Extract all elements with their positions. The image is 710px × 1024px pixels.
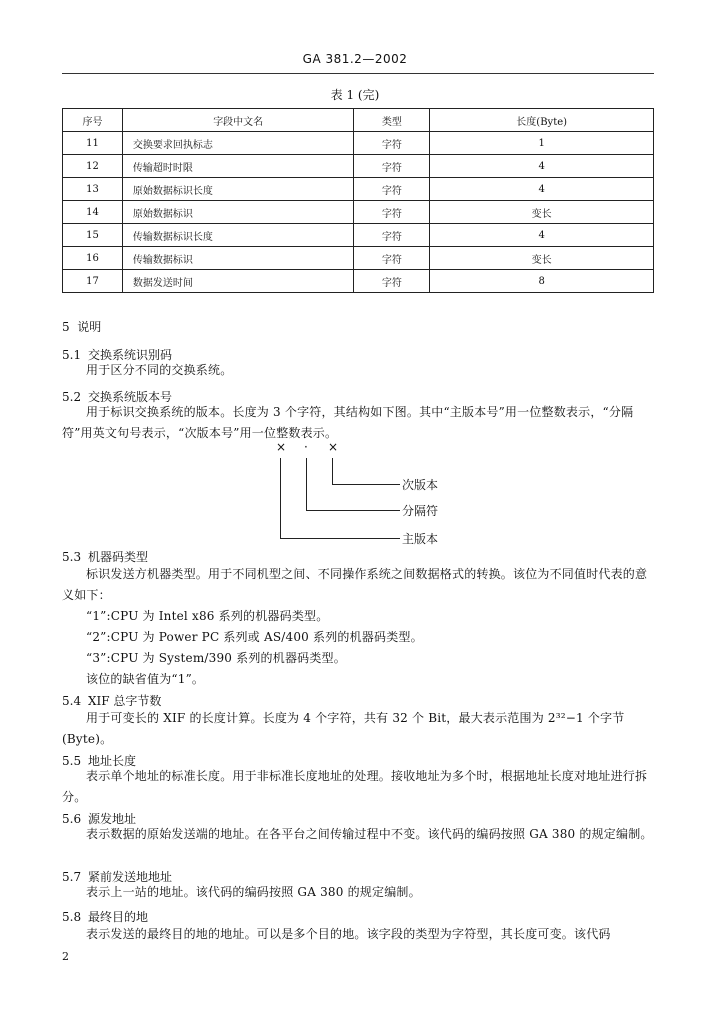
separator-connector-horizontal (306, 510, 400, 511)
cell-index: 16 (63, 247, 123, 270)
cell-name: 传输超时时限 (122, 155, 354, 178)
cell-type: 字符 (354, 178, 430, 201)
cell-length: 4 (430, 155, 654, 178)
cell-index: 13 (63, 178, 123, 201)
major-version-symbol: × (276, 440, 287, 454)
cell-index: 12 (63, 155, 123, 178)
paragraph: 用于区分不同的交换系统。 (86, 363, 233, 377)
minor-connector-horizontal (332, 484, 400, 485)
subsection-title: 交换系统识别码 (88, 348, 173, 362)
paragraph: 用于可变长的 XIF 的长度计算。长度为 4 个字符，共有 32 个 Bit，最大表示范围为 2³²−1 个字节(Byte)。 (62, 711, 625, 746)
separator-label: 分隔符 (402, 504, 439, 518)
cell-type: 字符 (354, 247, 430, 270)
cell-type: 字符 (354, 132, 430, 155)
version-structure-diagram (260, 440, 460, 545)
cell-name: 数据发送时间 (122, 270, 354, 293)
major-connector-vertical (280, 458, 281, 538)
fields-table (62, 108, 654, 293)
table-row (63, 155, 654, 178)
cell-length: 1 (430, 132, 654, 155)
subsection-number: 5.8 (62, 910, 82, 924)
table-row (63, 201, 654, 224)
column-header: 字段中文名 (122, 109, 354, 132)
major-connector-horizontal (280, 538, 400, 539)
subsection-title: 源发地址 (88, 812, 137, 826)
table-row (63, 132, 654, 155)
cell-length: 变长 (430, 247, 654, 270)
separator-connector-vertical (306, 458, 307, 510)
paragraph: 表示数据的原始发送端的地址。在各平台之间传输过程中不变。该代码的编码按照 GA 380 的规定编制。 (86, 827, 653, 841)
cell-type: 字符 (354, 224, 430, 247)
subsection-heading (62, 692, 161, 709)
cell-length: 4 (430, 224, 654, 247)
paragraph: 表示单个地址的标准长度。用于非标准长度地址的处理。接收地址为多个时，根据地址长度对地址进行拆分。 (62, 769, 648, 804)
subsection-number: 5.4 (62, 694, 82, 708)
subsection-title: 交换系统版本号 (88, 390, 173, 404)
subsection-number: 5.6 (62, 812, 82, 826)
subsection-number: 5.3 (62, 550, 82, 564)
cell-name: 传输数据标识 (122, 247, 354, 270)
cell-length: 4 (430, 178, 654, 201)
header-rule (62, 73, 654, 74)
cell-index: 11 (63, 132, 123, 155)
minor-version-label: 次版本 (402, 478, 439, 492)
cell-index: 17 (63, 270, 123, 293)
cell-name: 传输数据标识长度 (122, 224, 354, 247)
paragraph: 表示发送的最终目的地的地址。可以是多个目的地。该字段的类型为字符型，其长度可变。该代码 (86, 927, 611, 941)
subsection-number: 5.1 (62, 348, 82, 362)
table-header-row (63, 109, 654, 132)
page-number: 2 (62, 950, 69, 963)
table-caption: 表 1 (完) (330, 88, 380, 102)
paragraph: 表示上一站的地址。该代码的编码按照 GA 380 的规定编制。 (86, 885, 421, 899)
cell-length: 8 (430, 270, 654, 293)
subsection-title: 机器码类型 (88, 550, 149, 564)
column-header: 类型 (354, 109, 430, 132)
major-version-label: 主版本 (402, 532, 439, 546)
minor-connector-vertical (332, 458, 333, 484)
cell-type: 字符 (354, 270, 430, 293)
subsection-title: 地址长度 (88, 754, 137, 768)
default-line: 该位的缺省值为“1”。 (86, 672, 205, 686)
section-heading (62, 318, 101, 335)
subsection-number: 5.7 (62, 870, 82, 884)
cell-index: 14 (63, 201, 123, 224)
section-number: 5 (62, 320, 70, 334)
subsection-title: XIF 总字节数 (88, 694, 162, 708)
table-row (63, 224, 654, 247)
section-title: 说明 (77, 320, 102, 334)
cell-type: 字符 (354, 201, 430, 224)
subsection-title: 紧前发送地地址 (88, 870, 173, 884)
option-line: “1”:CPU 为 Intel x86 系列的机器码类型。 (86, 609, 329, 623)
subsection-heading (62, 908, 148, 925)
paragraph: 用于标识交换系统的版本。长度为 3 个字符，其结构如下图。其中“主版本号”用一位整数表示，“分隔符”用英文句号表示，“次版本号”用一位整数表示。 (62, 405, 634, 440)
cell-name: 原始数据标识长度 (122, 178, 354, 201)
cell-length: 变长 (430, 201, 654, 224)
table-row (63, 270, 654, 293)
cell-index: 15 (63, 224, 123, 247)
cell-name: 原始数据标识 (122, 201, 354, 224)
option-line: “2”:CPU 为 Power PC 系列或 AS/400 系列的机器码类型。 (86, 630, 423, 644)
separator-symbol: · (304, 440, 308, 454)
minor-version-symbol: × (328, 440, 339, 454)
column-header: 长度(Byte) (430, 109, 654, 132)
option-line: “3”:CPU 为 System/390 系列的机器码类型。 (86, 651, 346, 665)
paragraph: 标识发送方机器类型。用于不同机型之间、不同操作系统之间数据格式的转换。该位为不同值时代表的意义如下： (62, 567, 648, 602)
cell-name: 交换要求回执标志 (122, 132, 354, 155)
table-row (63, 178, 654, 201)
cell-type: 字符 (354, 155, 430, 178)
table-row (63, 247, 654, 270)
subsection-heading (62, 548, 148, 565)
header-code: GA 381.2—2002 (302, 52, 408, 66)
column-header: 序号 (63, 109, 123, 132)
subsection-title: 最终目的地 (88, 910, 149, 924)
subsection-number: 5.2 (62, 390, 82, 404)
subsection-number: 5.5 (62, 754, 82, 768)
